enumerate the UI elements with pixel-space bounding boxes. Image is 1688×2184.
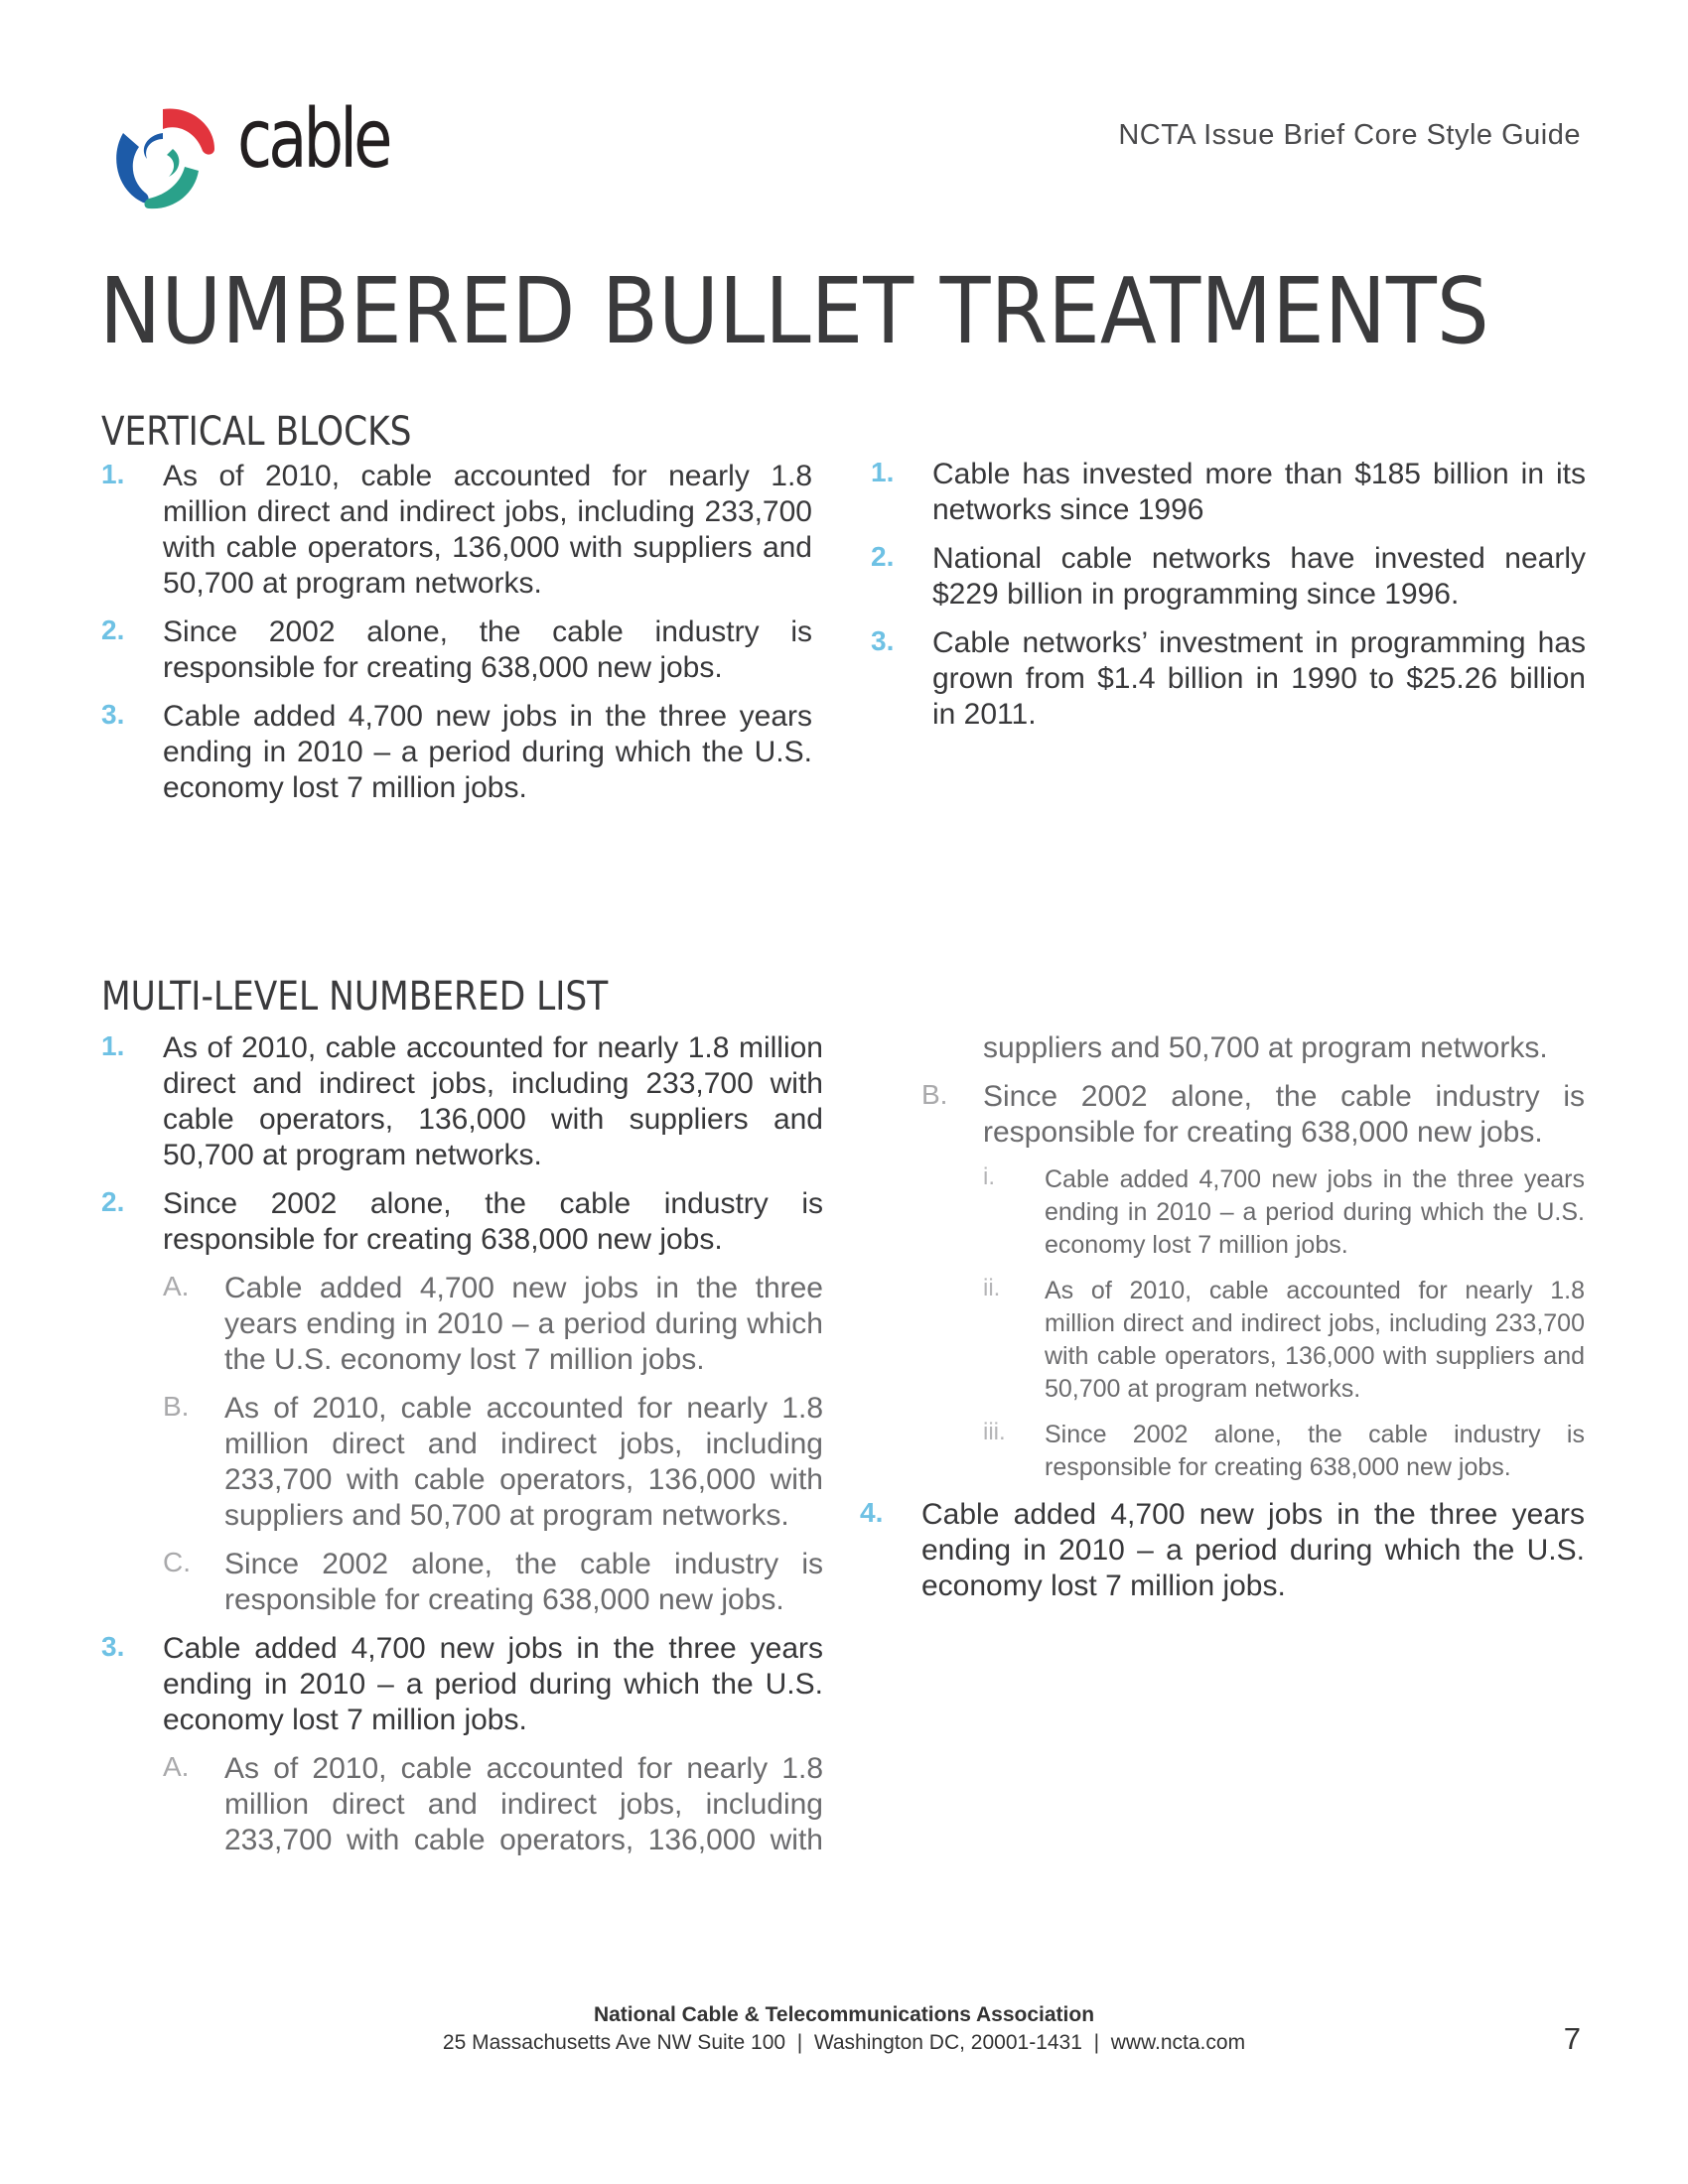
list-number: 4. [860,1497,884,1528]
list-item [101,1631,823,1738]
vertical-blocks-right-list [871,457,1586,746]
list-item [101,699,812,806]
list-text: Cable added 4,700 new jobs in the three years ending in 2010 – a period during which the U.S. economy lost 7 million jobs. [224,1272,823,1376]
list-number: 3. [871,625,895,656]
list-number: 3. [101,699,125,730]
logo-wordmark: cable [237,92,389,187]
list-text: As of 2010, cable accounted for nearly 1.8 million direct and indirect jobs, including 233,700 with cable operators, 136,000 with suppliers and 50,700 at program networks. [163,1031,823,1171]
list-number: 3. [101,1631,125,1662]
cable-swirl-icon [103,99,222,216]
list-text: Cable added 4,700 new jobs in the three years ending in 2010 – a period during which the U.S. economy lost 7 million jobs. [1045,1165,1585,1259]
list-text: As of 2010, cable accounted for nearly 1.8 million direct and indirect jobs, including 233,700 with cable operators, 136,000 with [224,1752,823,1856]
page-number: 7 [1563,2021,1581,2056]
list-text: Since 2002 alone, the cable industry is responsible for creating 638,000 new jobs. [163,1187,823,1256]
list-item [163,1547,823,1618]
cable-logo [103,92,391,216]
list-item [101,614,812,686]
list-roman: i. [983,1163,995,1190]
list-number: 1. [101,459,125,489]
list-text: Since 2002 alone, the cable industry is responsible for creating 638,000 new jobs. [163,615,812,684]
list-text: Cable networks’ investment in programming has grown from $1.4 billion in 1990 to $25.26 billion in 2011. [932,626,1586,731]
section-heading-vertical-blocks: VERTICAL BLOCKS [101,409,412,455]
list-number: 1. [101,1030,125,1061]
list-roman: ii. [983,1275,1001,1301]
multi-level-right-list [860,1030,1585,1617]
list-text: Cable added 4,700 new jobs in the three years ending in 2010 – a period during which the U.S. economy lost 7 million jobs. [163,700,812,804]
list-item [163,1271,823,1378]
list-item [871,541,1586,613]
list-text: Since 2002 alone, the cable industry is responsible for creating 638,000 new jobs. [1045,1421,1585,1481]
list-text: National cable networks have invested nearly $229 billion in programming since 1996. [932,542,1586,611]
list-number: 2. [871,541,895,572]
list-text: Cable added 4,700 new jobs in the three years ending in 2010 – a period during which the U.S. economy lost 7 million jobs. [163,1632,823,1736]
list-number: 2. [101,614,125,645]
footer-organization: National Cable & Telecommunications Association [593,2003,1095,2026]
list-text: suppliers and 50,700 at program networks. [983,1031,1548,1064]
list-number: 1. [871,457,895,487]
list-item [983,1419,1585,1484]
list-letter: B. [163,1391,190,1422]
guide-title: NCTA Issue Brief Core Style Guide [1118,119,1581,151]
list-item [871,625,1586,733]
list-item [101,459,812,602]
list-item [871,457,1586,528]
list-text: As of 2010, cable accounted for nearly 1.8 million direct and indirect jobs, including 233,700 with cable operators, 136,000 with suppliers and 50,700 at program networks. [224,1392,823,1532]
list-item [860,1497,1585,1604]
list-text: Since 2002 alone, the cable industry is responsible for creating 638,000 new jobs. [224,1548,823,1616]
list-item [983,1275,1585,1406]
list-item [983,1163,1585,1262]
list-letter: A. [163,1271,190,1301]
vertical-blocks-left-list [101,459,812,819]
list-item [101,1186,823,1258]
list-item [163,1391,823,1534]
list-item [921,1030,1585,1066]
list-roman: iii. [983,1419,1006,1445]
list-text: Cable added 4,700 new jobs in the three years ending in 2010 – a period during which the U.S. economy lost 7 million jobs. [921,1498,1585,1602]
list-text: As of 2010, cable accounted for nearly 1.8 million direct and indirect jobs, including 233,700 with cable operators, 136,000 with suppliers and 50,700 at program networks. [163,460,812,600]
list-text: Since 2002 alone, the cable industry is responsible for creating 638,000 new jobs. [983,1080,1585,1149]
list-letter: A. [163,1751,190,1782]
list-item [101,1030,823,1173]
list-item [163,1751,823,1858]
list-text: Cable has invested more than $185 billion in its networks since 1996 [932,458,1586,526]
list-text: As of 2010, cable accounted for nearly 1.8 million direct and indirect jobs, including 233,700 with cable operators, 136,000 with suppliers and 50,700 at program networks. [1045,1277,1585,1403]
multi-level-left-list [101,1030,823,1871]
section-heading-multi-level: MULTI-LEVEL NUMBERED LIST [101,974,609,1020]
list-letter: B. [921,1079,948,1110]
footer-address: 25 Massachusetts Ave NW Suite 100 | Washington DC, 20001-1431 | www.ncta.com [442,2031,1246,2054]
list-item [921,1079,1585,1151]
list-number: 2. [101,1186,125,1217]
page-title: NUMBERED BULLET TREATMENTS [99,258,1489,364]
list-letter: C. [163,1547,191,1577]
